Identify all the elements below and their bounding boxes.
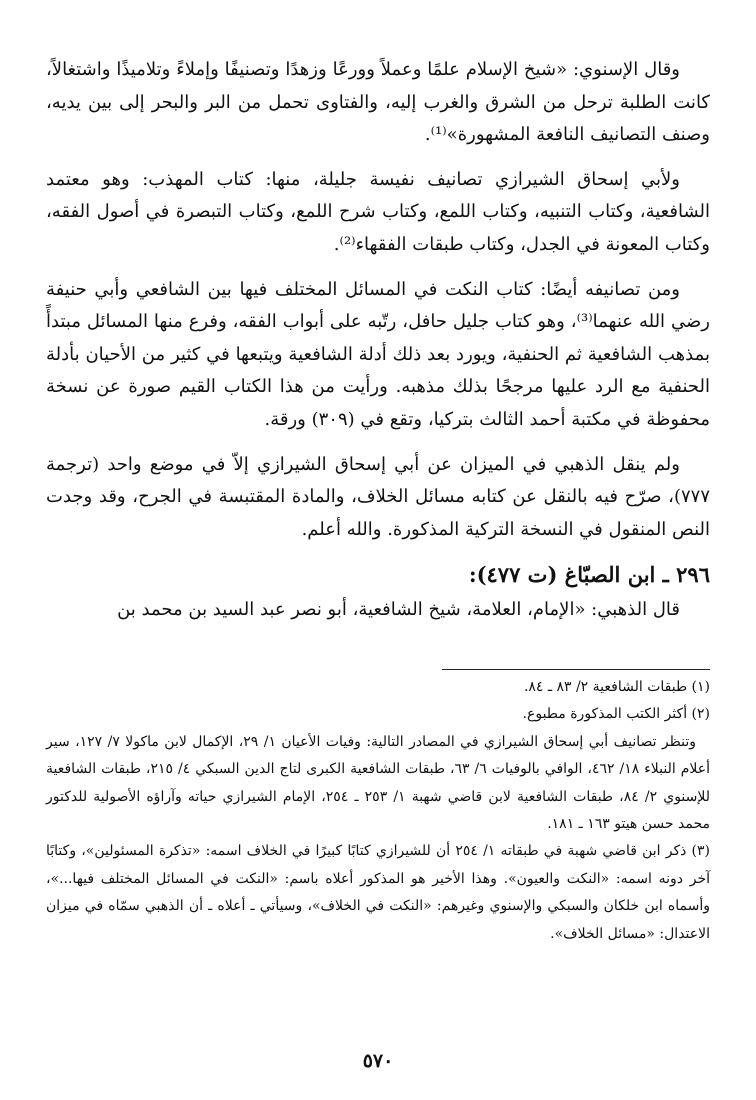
- paragraph-dhahabi-mizan: ولم ينقل الذهبي في الميزان عن أبي إسحاق الشيرازي إلاّ في موضع واحد (ترجمة ٧٧٧)، صرّح فيه بالنقل عن كتابه مسائل الخلاف، والمادة المقتبسة في الجرح، وقد وجدت النص المنقول في النسخة التركية المذكورة. والله أعلم.: [46, 453, 710, 540]
- footnote-2-sources: وتنظر تصانيف أبي إسحاق الشيرازي في المصادر التالية: وفيات الأعيان ١/ ٢٩، الإكمال لابن ماكولا ٧/ ١٢٧، سير أعلام النبلاء ١٨/ ٤٦٢، الوافي بالوفيات ٦/ ٦٣، طبقات الشافعية الكبرى لتاج الدين السبكي ٤/ ٢١٥، طبقات الشافعية للإسنوي ٢/ ٨٤، طبقات الشافعية لابن قاضي شهبة ١/ ٢٥٣ ـ ٢٥٤، الإمام الشيرازي حياته وآراؤه الأصولية للدكتور محمد حسن هيتو ١٦٣ ـ ١٨١.: [46, 733, 711, 832]
- footnote-divider: [442, 669, 710, 670]
- paragraph-nukat: ومن تصانيفه أيضًا: كتاب النكت في المسائل المختلف فيها بين الشافعي وأبي حنيفة رضي الله عنهما⁽³⁾، وهو كتاب جليل حافل، رتّبه على أبواب الفقه، وفرع منها المسائل مبتدأً بمذهب الشافعية ثم الحنفية، ويورد بعد ذلك أدلة الشافعية ويتبعها في كثير من الأحيان بأدلة الحنفية مع الرد عليها مرجحًا بذلك مذهبه. ورأيت من هذا الكتاب القيم صورة عن نسخة محفوظة في مكتبة أحمد الثالث بتركيا، وتقع في (٣٠٩) ورقة.: [46, 278, 710, 430]
- entry-heading: ٢٩٦ ـ ابن الصبّاغ (ت ٤٧٧):: [468, 562, 710, 588]
- entry-first-line: قال الذهبي: «الإمام، العلامة، شيخ الشافعية، أبو نصر عبد السيد بن محمد بن: [117, 599, 680, 621]
- paragraph-isnawi-quote: وقال الإسنوي: «شيخ الإسلام علمًا وعملاً وورعًا وزهدًا وتصنيفًا وإملاءً وتلاميذًا واشتغالاً، كانت الطلبة ترحل من الشرق والغرب إليه، والفتاوى تحمل من البر والبحر إلى بين يديه، وصنف التصانيف النافعة المشهورة»⁽¹⁾.: [46, 59, 710, 146]
- page-body: [46, 54, 710, 948]
- page-number: ٥٧٠: [362, 1050, 394, 1072]
- footnote-1: (١) طبقات الشافعية ٢/ ٨٣ ـ ٨٤.: [523, 678, 710, 695]
- paragraph-works: ولأبي إسحاق الشيرازي تصانيف نفيسة جليلة، منها: كتاب المهذب: وهو معتمد الشافعية، وكتاب التنبيه، وكتاب اللمع، وكتاب شرح اللمع، وكتاب التبصرة في أصول الفقه، وكتاب المعونة في الجدل، وكتاب طبقات الفقهاء⁽²⁾.: [46, 168, 710, 255]
- footnote-3: (٣) ذكر ابن قاضي شهبة في طبقاته ١/ ٢٥٤ أن للشيرازي كتابًا كبيرًا في الخلاف اسمه: «تذكرة المسئولين»، وكتابًا آخر دونه اسمه: «النكت والعيون». وهذا الأخير هو المذكور أعلاه باسم: «النكت في المسائل المختلف فيها...»، وأسماه ابن خلكان والسبكي والإسنوي وغيرهم: «النكت في الخلاف»، وسيأتي ـ أعلاه ـ أن الذهبي سمّاه في ميزان الاعتدال: «مسائل الخلاف».: [46, 843, 711, 942]
- footnote-2: (٢) أكثر الكتب المذكورة مطبوع.: [522, 706, 710, 723]
